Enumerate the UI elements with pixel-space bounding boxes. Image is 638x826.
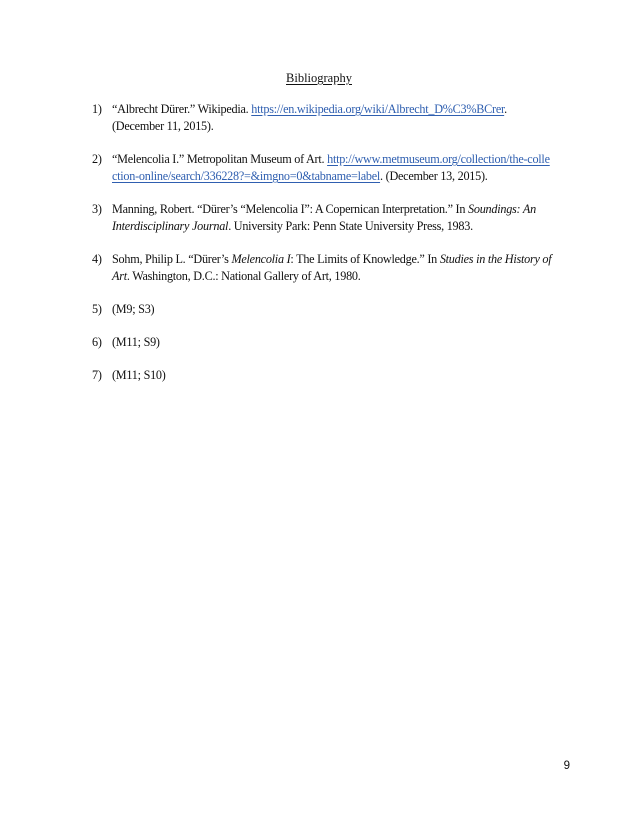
journal-title: Studies in the History of Art [112,252,552,283]
bibliography-entry [92,151,552,185]
entry-text-part: . (December 13, 2015). [380,169,488,183]
wikipedia-link[interactable]: https://en.wikipedia.org/wiki/Albrecht_D%C3%BCrer [251,102,505,116]
entry-number: 1) [92,102,102,116]
page-number: 9 [563,760,570,772]
bibliography-list [92,101,552,400]
entry-number: 3) [92,202,102,216]
entry-text-part: . (December 11, 2015). [112,102,507,133]
bibliography-entry [92,367,552,384]
entry-text-part: “Albrecht Dürer.” Wikipedia. [112,102,252,116]
entry-text-part: Sohm, Philip L. “Dürer’s [112,252,232,266]
entry-number: 5) [92,302,102,316]
bibliography-entry [92,251,552,285]
bibliography-entry [92,334,552,351]
entry-text [112,201,552,235]
entry-text-part: “Melencolia I.” Metropolitan Museum of Art. [112,152,328,166]
work-title: Melencolia I [231,252,291,266]
journal-title: Soundings: An Interdisciplinary Journal [112,202,536,233]
entry-text: (M9; S3) [112,302,155,316]
entry-text: (M11; S10) [112,368,166,382]
bibliography-entry [92,101,552,135]
entry-text [112,101,552,135]
entry-number: 7) [92,368,102,382]
entry-text [112,151,552,185]
metmuseum-link[interactable]: http://www.metmuseum.org/collection/the-collection-online/search/336228?=&imgno=0&tabname=label [112,152,550,183]
entry-text: (M11; S9) [112,335,160,349]
bibliography-entry [92,201,552,235]
entry-text-part: . Washington, D.C.: National Gallery of Art, 1980. [126,269,361,283]
entry-text-part: . University Park: Penn State University Press, 1983. [228,219,473,233]
entry-number: 4) [92,252,102,266]
entry-text-part: Manning, Robert. “Dürer’s “Melencolia I”: A Copernican Interpretation.” In [112,202,469,216]
entry-number: 6) [92,335,102,349]
entry-text-part: : The Limits of Knowledge.” In [290,252,440,266]
entry-number: 2) [92,152,102,166]
bibliography-title: Bibliography [286,71,352,85]
entry-text [112,251,552,285]
bibliography-entry [92,301,552,318]
